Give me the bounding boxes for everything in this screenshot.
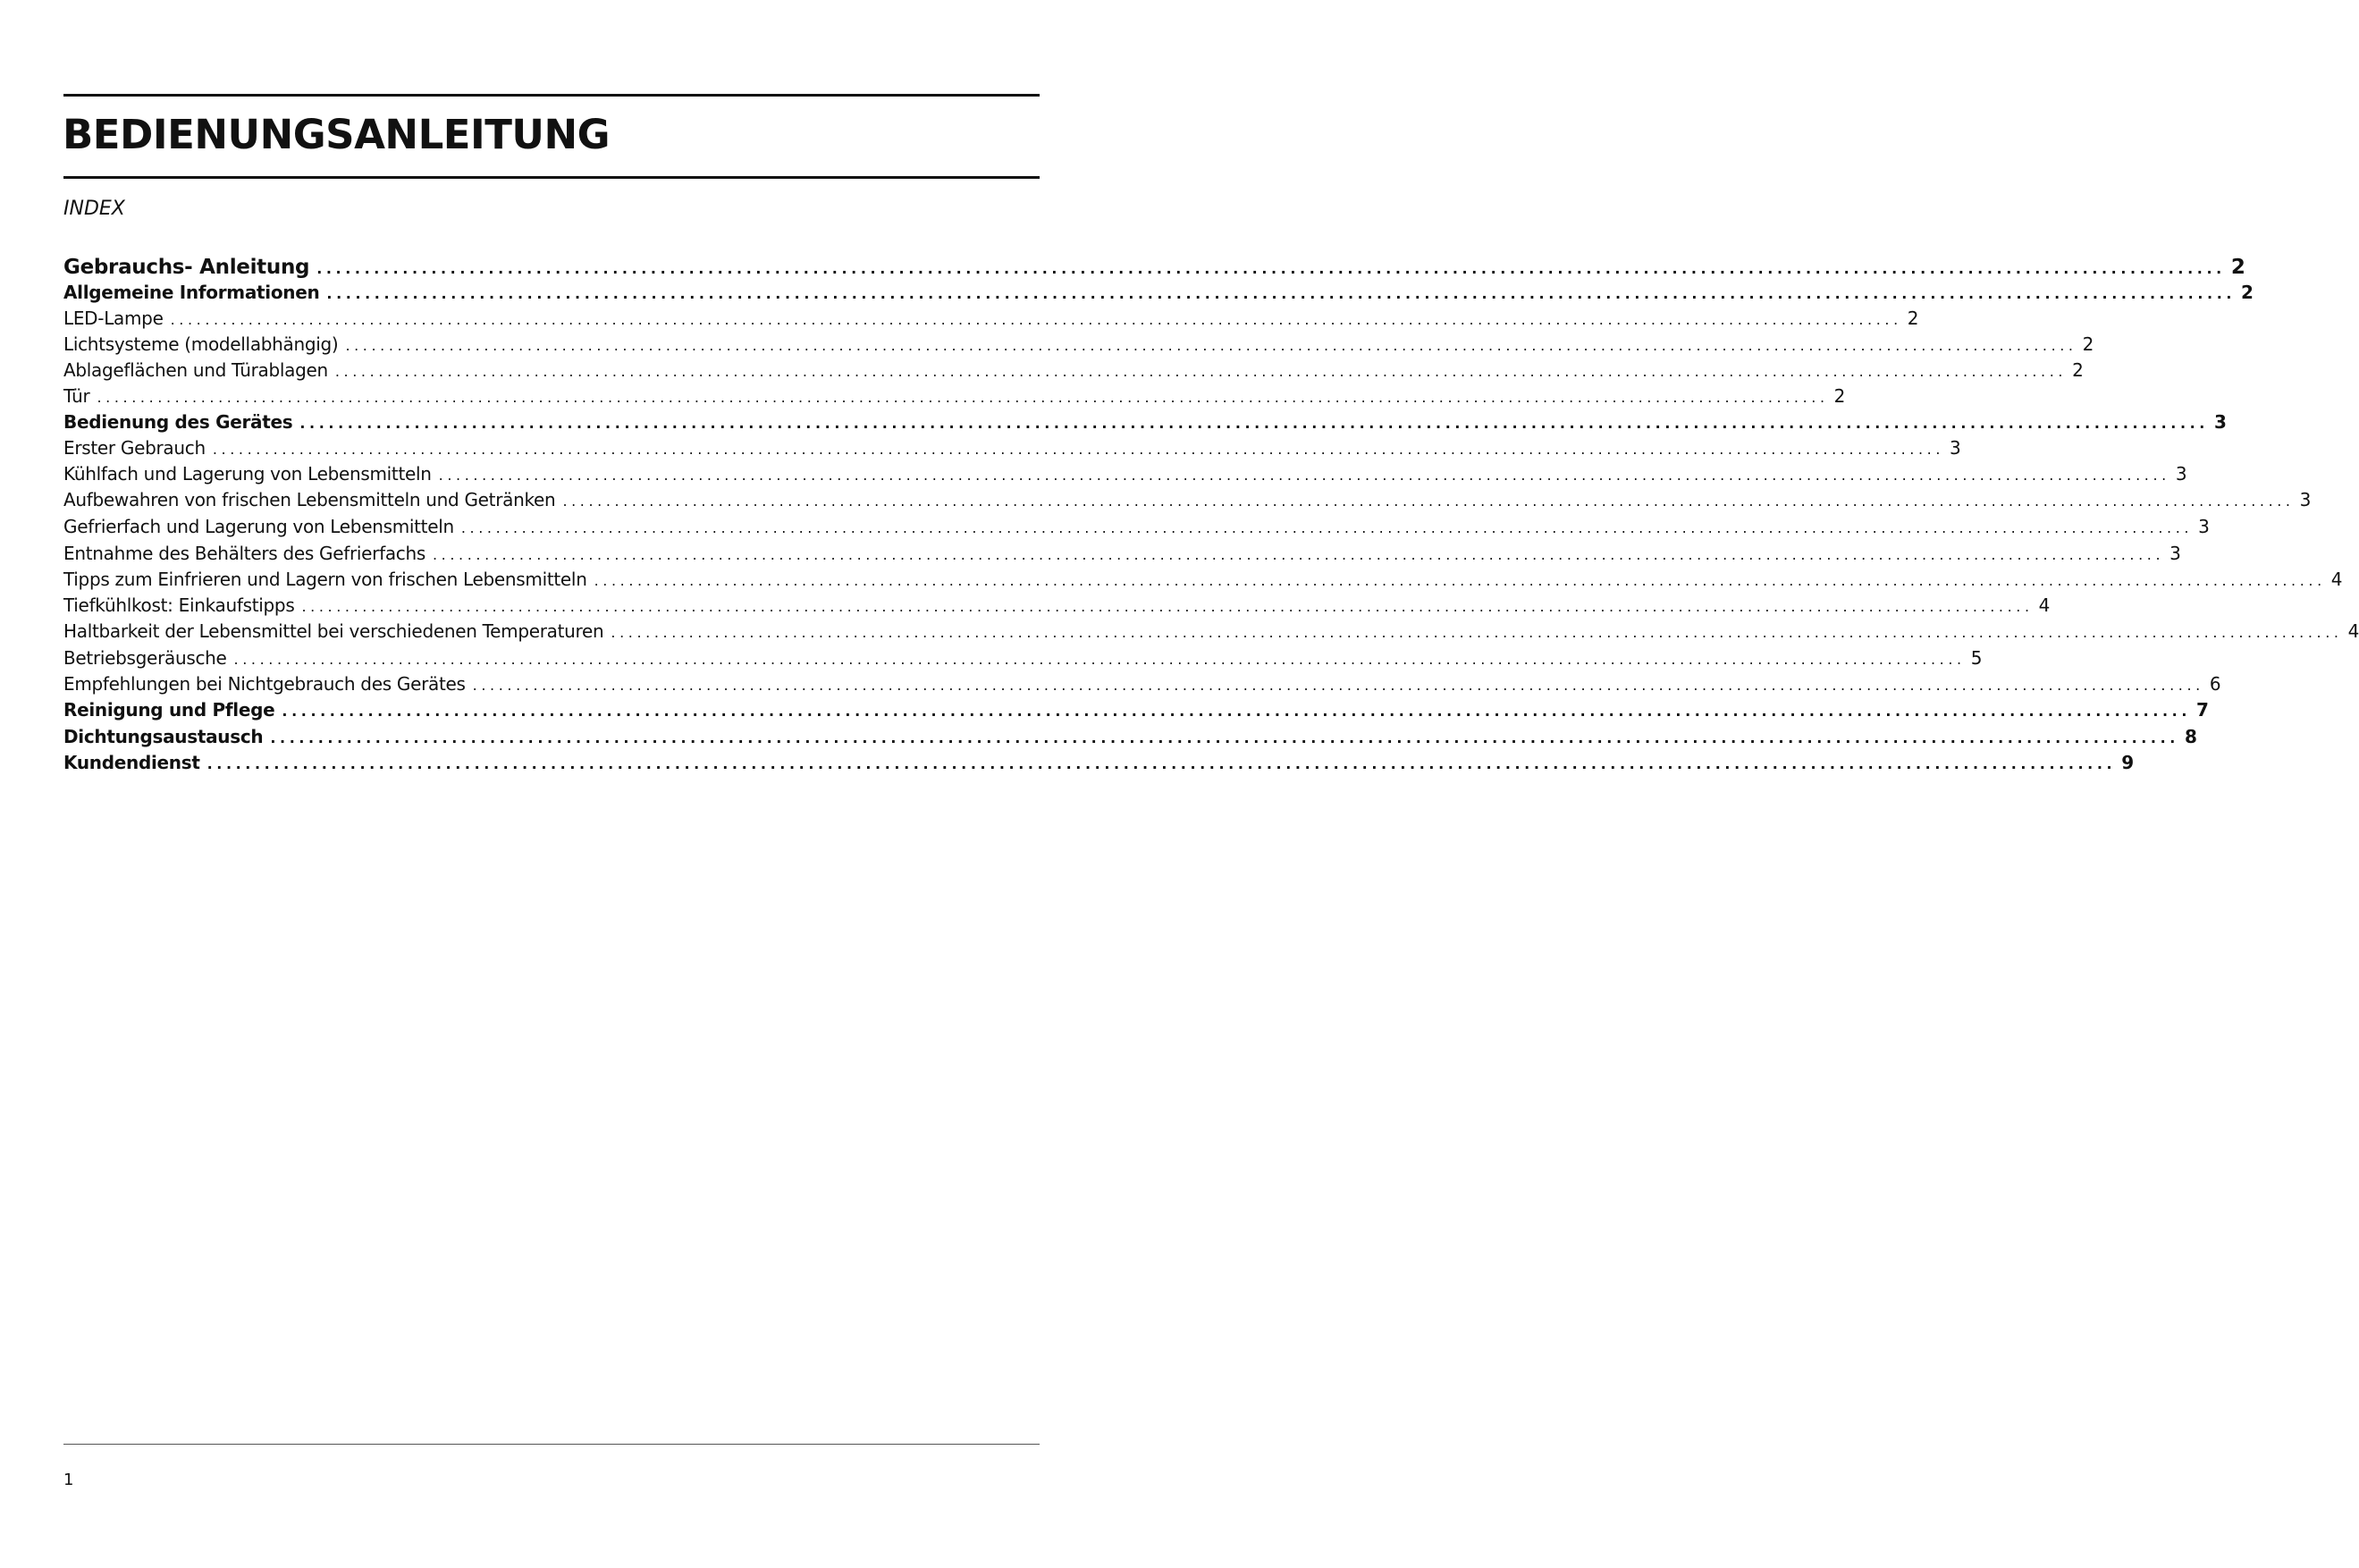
toc-entry-label: Tür [63,385,97,407]
toc-entry-label: Betriebsgeräusche [63,647,234,669]
toc-entry-label: Tiefkühlkost: Einkaufstipps [63,594,301,616]
toc-dot-leader: ........................................................................................................................................................................................................ [97,389,1829,406]
toc-entry-page: 3 [2175,463,2187,485]
toc-entry-page: 3 [2213,411,2227,433]
toc-entry-label: Reinigung und Pflege [63,699,282,721]
toc-entry-label: Lichtsysteme (modellabhängig) [63,333,345,355]
toc-entry[interactable] [63,256,2245,281]
toc-dot-leader: ........................................................................................................................................................................................................ [212,441,1945,458]
toc-dot-leader: ........................................................................................................................................................................................................ [432,546,2165,563]
toc-entry-label: Gebrauchs- Anleitung [63,256,316,279]
toc-dot-leader: ........................................................................................................................................................................................................ [345,337,2077,354]
toc-entry-label: Ablageflächen und Türablagen [63,359,335,381]
toc-entry-label: Kundendienst [63,752,207,773]
toc-entry[interactable] [63,726,2197,751]
toc-dot-leader: ........................................................................................................................................................................................................ [270,729,2179,746]
toc-entry[interactable] [63,673,2221,698]
index-heading: INDEX [63,198,125,220]
toc-entry-page: 2 [2230,256,2245,279]
toc-dot-leader: ........................................................................................................................................................................................................ [206,755,2117,772]
toc-entry[interactable] [63,699,2209,724]
toc-entry[interactable] [63,569,2343,594]
toc-entry-label: Aufbewahren von frischen Lebensmitteln und Getränken [63,489,562,510]
toc-entry[interactable] [63,594,2051,620]
toc-entry-page: 9 [2121,752,2135,773]
toc-entry[interactable] [63,333,2094,358]
toc-entry-page: 3 [2169,543,2181,564]
toc-dot-leader: ........................................................................................................................................................................................................ [472,677,2204,694]
toc-entry-label: Tipps zum Einfrieren und Lagern von frischen Lebensmitteln [63,569,594,590]
toc-entry[interactable] [63,647,1983,672]
toc-entry-label: Erster Gebrauch [63,437,213,459]
toc-entry[interactable] [63,620,2359,645]
toc-entry-label: Empfehlungen bei Nichtgebrauch des Gerätes [63,673,473,695]
toc-entry[interactable] [63,489,2312,514]
toc-entry-page: 6 [2209,673,2221,695]
title-bottom-rule [63,176,1040,179]
toc-entry-label: Allgemeine Informationen [63,282,326,303]
toc-entry-page: 3 [2299,489,2312,510]
toc-dot-leader: ........................................................................................................................................................................................................ [594,572,2326,589]
toc-entry[interactable] [63,543,2181,568]
toc-entry[interactable] [63,463,2187,488]
toc-entry-page: 2 [2072,359,2084,381]
toc-entry-label: LED-Lampe [63,308,171,329]
toc-dot-leader: ........................................................................................................................................................................................................ [301,598,2034,615]
toc-dot-leader: ........................................................................................................................................................................................................ [438,467,2170,484]
toc-entry[interactable] [63,437,1961,462]
title-top-rule [63,94,1040,97]
toc-entry[interactable] [63,385,1846,410]
toc-entry-page: 8 [2184,726,2197,747]
toc-dot-leader: ........................................................................................................................................................................................................ [334,363,2068,380]
toc-entry-page: 4 [2038,594,2051,616]
toc-entry[interactable] [63,308,1919,333]
toc-dot-leader: ........................................................................................................................................................................................................ [562,493,2295,510]
toc-entry-page: 5 [1970,647,1983,669]
toc-dot-leader: ........................................................................................................................................................................................................ [460,519,2194,536]
toc-entry[interactable] [63,359,2084,384]
toc-entry-page: 4 [2330,569,2343,590]
toc-dot-leader: ........................................................................................................................................................................................................ [611,624,2343,641]
toc-entry-label: Gefrierfach und Lagerung von Lebensmitteln [63,516,461,537]
toc-entry-page: 2 [2082,333,2094,355]
footer-rule [63,1444,1040,1445]
toc-entry-label: Bedienung des Gerätes [63,411,299,433]
toc-entry-page: 3 [1950,437,1961,459]
toc-entry[interactable] [63,282,2254,307]
toc-dot-leader: ........................................................................................................................................................................................................ [326,285,2237,302]
toc-entry-label: Haltbarkeit der Lebensmittel bei verschiedenen Temperaturen [63,620,611,642]
toc-dot-leader: ........................................................................................................................................................................................................ [282,703,2192,720]
toc-entry-page: 2 [1907,308,1919,329]
toc-entry-page: 7 [2196,699,2209,721]
page-number: 1 [63,1471,74,1489]
toc-entry[interactable] [63,411,2227,436]
toc-entry-page: 4 [2347,620,2359,642]
toc-entry[interactable] [63,516,2210,541]
toc-entry[interactable] [63,752,2135,777]
toc-entry-label: Entnahme des Behälters des Gefrierfachs [63,543,433,564]
toc-entry-label: Kühlfach und Lagerung von Lebensmitteln [63,463,439,485]
toc-entry-label: Dichtungsaustausch [63,726,270,747]
document-title: BEDIENUNGSANLEITUNG [63,111,611,158]
toc-dot-leader: ........................................................................................................................................................................................................ [316,260,2226,277]
toc-entry-page: 2 [1833,385,1846,407]
toc-entry-page: 2 [2241,282,2254,303]
toc-entry-page: 3 [2198,516,2210,537]
toc-dot-leader: ........................................................................................................................................................................................................ [233,651,1966,668]
toc-dot-leader: ........................................................................................................................................................................................................ [299,415,2209,432]
toc-dot-leader: ........................................................................................................................................................................................................ [170,311,1902,328]
